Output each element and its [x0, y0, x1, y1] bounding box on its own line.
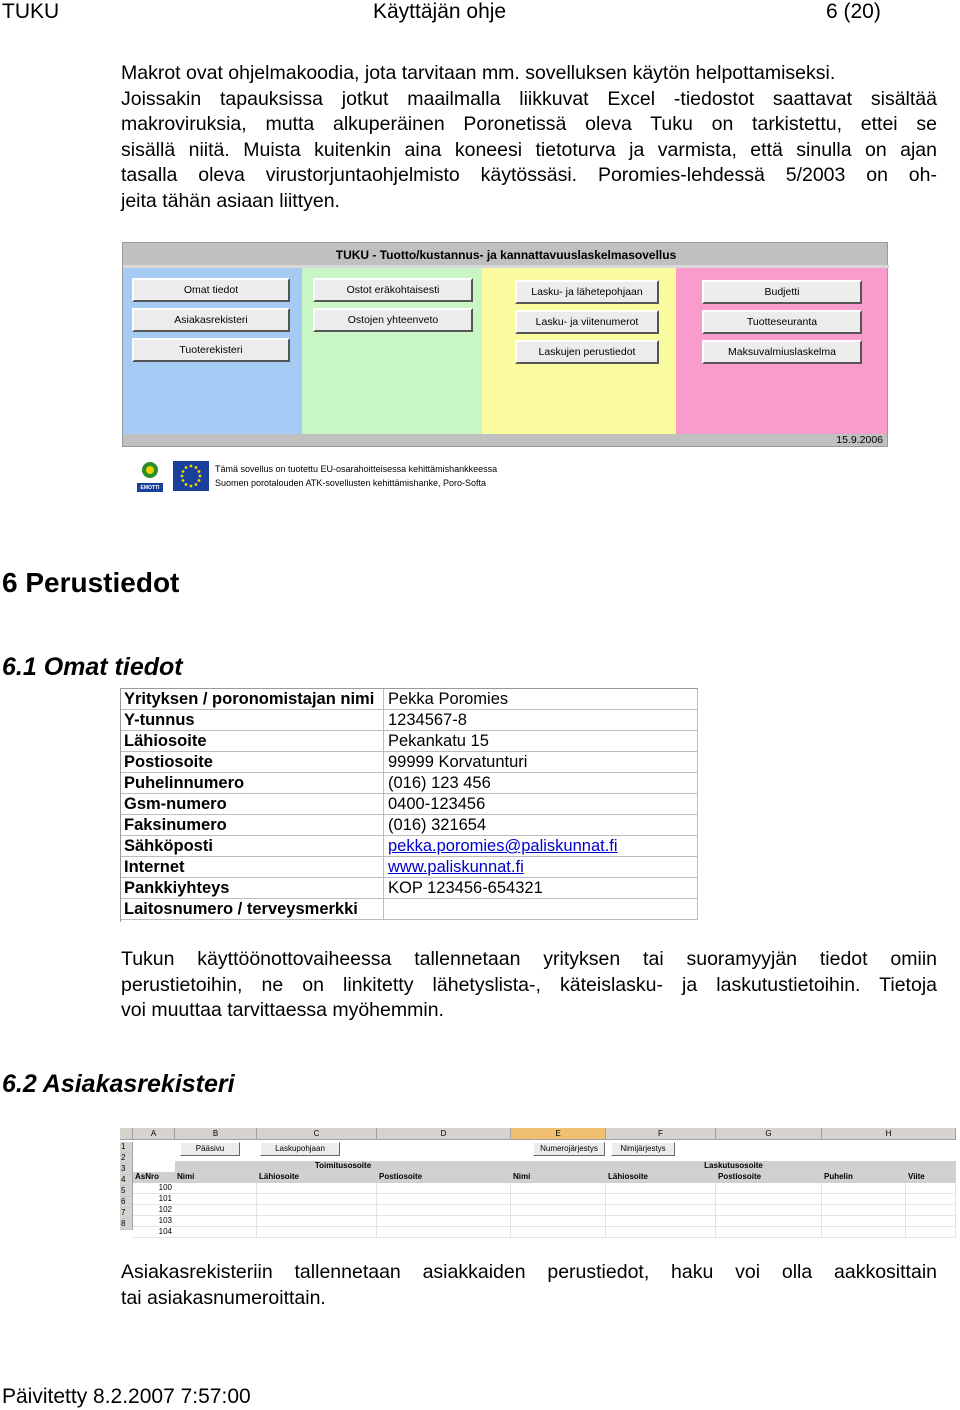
header-page-number: 6 (20) — [826, 0, 881, 23]
ostojen-yhteenveto-button[interactable]: Ostojen yhteenveto — [313, 308, 473, 332]
column-label: Nimi — [511, 1172, 606, 1183]
omat-tiedot-label: Y-tunnus — [121, 710, 384, 731]
column-header[interactable]: A — [133, 1128, 175, 1140]
omat-tiedot-line: perustietoihin, ne on linkitetty lähetyslista-, käteislasku- ja laskutustietoihin. Tietoja — [121, 973, 937, 996]
empty-cell[interactable] — [606, 1183, 716, 1194]
omat-tiedot-label: Yrityksen / poronomistajan nimi — [121, 689, 384, 710]
empty-cell[interactable] — [906, 1183, 956, 1194]
empty-cell[interactable] — [822, 1194, 906, 1205]
column-header[interactable]: D — [377, 1128, 511, 1140]
empty-cell[interactable] — [257, 1183, 377, 1194]
empty-cell[interactable] — [377, 1216, 511, 1227]
intro-line: sisällä niitä. Muista kuitenkin aina koneesi tietoturva ja varmista, että sinulla on ajan — [121, 138, 937, 161]
footer-updated: Päivitetty 8.2.2007 7:57:00 — [2, 1385, 251, 1408]
asiakasrekisteri-button[interactable]: Asiakasrekisteri — [132, 308, 290, 332]
empty-cell[interactable] — [822, 1227, 906, 1238]
empty-cell[interactable] — [822, 1216, 906, 1227]
omat-tiedot-value: Pekankatu 15 — [384, 731, 698, 752]
tuoterekisteri-button[interactable]: Tuoterekisteri — [132, 338, 290, 362]
empty-cell[interactable] — [716, 1183, 822, 1194]
omat-tiedot-row — [121, 815, 698, 836]
empty-cell[interactable] — [175, 1227, 257, 1238]
laskutusosoite-band: Laskutusosoite — [511, 1161, 956, 1172]
empty-cell[interactable] — [511, 1183, 606, 1194]
row-number[interactable]: 1 — [120, 1142, 133, 1153]
omat-tiedot-line: voi muuttaa tarvittaessa myöhemmin. — [121, 999, 444, 1022]
column-label: Viite — [906, 1172, 956, 1183]
funding-note-line: Suomen porotalouden ATK-sovellusten kehittämishanke, Poro-Softa — [215, 478, 486, 488]
omat-tiedot-line: Tukun käyttöönottovaiheessa tallennetaan yrityksen tai suoramyyjän tiedot omiin — [121, 948, 937, 970]
omat-tiedot-label: Gsm-numero — [121, 794, 384, 815]
budjetti-button[interactable]: Budjetti — [702, 280, 862, 304]
empty-cell[interactable] — [906, 1216, 956, 1227]
empty-cell[interactable] — [716, 1194, 822, 1205]
menu-date: 15.9.2006 — [836, 434, 883, 446]
empty-cell[interactable] — [377, 1227, 511, 1238]
omat-tiedot-paragraph — [121, 947, 937, 1024]
menu-column-3 — [482, 268, 676, 434]
column-label: Postiosoite — [716, 1172, 822, 1183]
menu-title: TUKU - Tuotto/kustannus- ja kannattavuuslaskelmasovellus — [335, 248, 677, 262]
empty-cell[interactable] — [377, 1194, 511, 1205]
empty-cell[interactable] — [257, 1216, 377, 1227]
column-header[interactable]: C — [257, 1128, 377, 1140]
sheet-button[interactable]: Numerojärjestys — [533, 1142, 605, 1156]
toimitusosoite-band: Toimitusosoite — [175, 1161, 511, 1172]
funding-note — [215, 462, 497, 490]
row-number[interactable]: 4 — [120, 1175, 133, 1186]
omat-tiedot-label: Puhelinnumero — [121, 773, 384, 794]
row-number[interactable]: 7 — [120, 1208, 133, 1219]
empty-cell[interactable] — [906, 1205, 956, 1216]
header-doc-name: TUKU — [2, 0, 60, 23]
menu-column-1 — [123, 268, 302, 434]
eu-logos — [135, 459, 211, 493]
empty-cell[interactable] — [606, 1216, 716, 1227]
empty-cell[interactable] — [377, 1183, 511, 1194]
empty-cell[interactable] — [257, 1227, 377, 1238]
empty-cell[interactable] — [906, 1194, 956, 1205]
column-label: Postiosoite — [377, 1172, 511, 1183]
omat-tiedot-value: 99999 Korvatunturi — [384, 752, 698, 773]
intro-line: Makrot ovat ohjelmakoodia, jota tarvitaan mm. sovelluksen käytön helpottamiseksi. — [121, 62, 836, 84]
omat-tiedot-button[interactable]: Omat tiedot — [132, 278, 290, 302]
empty-cell[interactable] — [511, 1216, 606, 1227]
omat-tiedot-label: Internet — [121, 857, 384, 878]
menu-column-2 — [302, 268, 482, 434]
omat-tiedot-value: 0400-123456 — [384, 794, 698, 815]
omat-tiedot-label: Laitosnumero / terveysmerkki — [121, 899, 384, 920]
menu-column-4 — [676, 268, 887, 434]
row-number[interactable]: 2 — [120, 1153, 133, 1164]
column-header[interactable]: B — [175, 1128, 257, 1140]
omat-tiedot-row — [121, 710, 698, 731]
lasku-lahetepohjaan-button[interactable]: Lasku- ja lähetepohjaan — [515, 280, 659, 304]
sheet-button[interactable]: Pääsivu — [180, 1142, 240, 1156]
omat-tiedot-row — [121, 689, 698, 710]
menu-screenshot — [122, 242, 888, 447]
asiakasrekisteri-line: Asiakasrekisteriin tallennetaan asiakkaiden perustiedot, haku voi olla aakkosittain — [121, 1261, 937, 1283]
omat-tiedot-value[interactable]: www.paliskunnat.fi — [384, 857, 698, 878]
empty-cell[interactable] — [511, 1205, 606, 1216]
column-label: AsNro — [133, 1172, 175, 1183]
header-doc-title: Käyttäjän ohje — [373, 0, 507, 23]
funding-note-line: Tämä sovellus on tuotettu EU-osarahoitteisessa kehittämishankkeessa — [215, 464, 498, 474]
asiakas-number: 101 — [133, 1194, 175, 1205]
intro-line: tasalla oleva virustorjuntaohjelmisto käytössäsi. Poromies-lehdessä 5/2003 on oh- — [121, 164, 937, 187]
empty-cell[interactable] — [606, 1227, 716, 1238]
empty-cell[interactable] — [716, 1227, 822, 1238]
column-header[interactable]: E — [511, 1128, 606, 1140]
omat-tiedot-label: Pankkiyhteys — [121, 878, 384, 899]
column-label: Puhelin — [822, 1172, 906, 1183]
omat-tiedot-row — [121, 773, 698, 794]
empty-cell[interactable] — [511, 1194, 606, 1205]
omat-tiedot-value[interactable]: pekka.poromies@paliskunnat.fi — [384, 836, 698, 857]
asiakasrekisteri-paragraph — [121, 1260, 937, 1311]
section-6-2-heading: 6.2 Asiakasrekisteri — [2, 1070, 235, 1098]
omat-tiedot-label: Postiosoite — [121, 752, 384, 773]
column-label: Nimi — [175, 1172, 257, 1183]
corner-cell — [120, 1128, 133, 1140]
omat-tiedot-row — [121, 752, 698, 773]
empty-cell[interactable] — [175, 1216, 257, 1227]
omat-tiedot-label: Sähköposti — [121, 836, 384, 857]
asiakas-number: 104 — [133, 1227, 175, 1238]
section-6-heading: 6 Perustiedot — [2, 567, 180, 598]
empty-cell[interactable] — [906, 1227, 956, 1238]
column-header[interactable]: G — [716, 1128, 822, 1140]
empty-cell[interactable] — [822, 1183, 906, 1194]
lasku-viitenumerot-button[interactable]: Lasku- ja viitenumerot — [515, 310, 659, 334]
intro-line: Joissakin tapauksissa jotkut maailmalla liikkuvat Excel -tiedostot saattavat sisältää — [121, 87, 937, 110]
emotti-logo-text: EMOTTI — [140, 485, 160, 491]
empty-cell[interactable] — [606, 1205, 716, 1216]
asiakas-number: 102 — [133, 1205, 175, 1216]
column-label: Lähiosoite — [606, 1172, 716, 1183]
row-number[interactable]: 3 — [120, 1164, 133, 1175]
omat-tiedot-value — [384, 899, 698, 920]
row-number[interactable]: 6 — [120, 1197, 133, 1208]
empty-cell[interactable] — [606, 1194, 716, 1205]
omat-tiedot-value: (016) 321654 — [384, 815, 698, 836]
empty-cell[interactable] — [257, 1194, 377, 1205]
asiakas-number: 103 — [133, 1216, 175, 1227]
omat-tiedot-row — [121, 836, 698, 857]
laskujen-perustiedot-button[interactable]: Laskujen perustiedot — [515, 340, 659, 364]
omat-tiedot-value: KOP 123456-654321 — [384, 878, 698, 899]
empty-cell[interactable] — [175, 1194, 257, 1205]
omat-tiedot-row — [121, 899, 698, 920]
omat-tiedot-label: Lähiosoite — [121, 731, 384, 752]
omat-tiedot-row — [121, 857, 698, 878]
asiakas-number: 100 — [133, 1183, 175, 1194]
omat-tiedot-row — [121, 794, 698, 815]
empty-cell[interactable] — [716, 1205, 822, 1216]
tuotteseuranta-button[interactable]: Tuotteseuranta — [702, 310, 862, 334]
empty-cell[interactable] — [377, 1205, 511, 1216]
omat-tiedot-label: Faksinumero — [121, 815, 384, 836]
maksuvalmiuslaskelma-button[interactable]: Maksuvalmiuslaskelma — [702, 340, 862, 364]
row-number[interactable]: 5 — [120, 1186, 133, 1197]
column-header[interactable]: H — [822, 1128, 956, 1140]
empty-cell[interactable] — [822, 1205, 906, 1216]
omat-tiedot-value: (016) 123 456 — [384, 773, 698, 794]
intro-line: makroviruksia, mutta alkuperäinen Poronetissä oleva Tuku on tarkistettu, ettei se — [121, 113, 937, 136]
omat-tiedot-row — [121, 878, 698, 899]
omat-tiedot-value: Pekka Poromies — [384, 689, 698, 710]
asiakasrekisteri-sheet — [120, 1128, 956, 1236]
empty-cell[interactable] — [511, 1227, 606, 1238]
column-header[interactable]: F — [606, 1128, 716, 1140]
ostot-erakohtaisesti-button[interactable]: Ostot eräkohtaisesti — [313, 278, 473, 302]
empty-cell[interactable] — [257, 1205, 377, 1216]
row-number[interactable]: 8 — [120, 1219, 133, 1230]
sheet-button[interactable]: Nimijärjestys — [611, 1142, 675, 1156]
intro-line: jeita tähän asiaan liittyen. — [121, 189, 340, 212]
intro-paragraph — [121, 61, 937, 215]
empty-cell[interactable] — [175, 1205, 257, 1216]
sheet-button[interactable]: Laskupohjaan — [260, 1142, 340, 1156]
column-label: Lähiosoite — [257, 1172, 377, 1183]
omat-tiedot-row — [121, 731, 698, 752]
empty-cell[interactable] — [716, 1216, 822, 1227]
section-6-1-heading: 6.1 Omat tiedot — [2, 653, 183, 681]
asiakasrekisteri-line: tai asiakasnumeroittain. — [121, 1286, 326, 1309]
omat-tiedot-table — [120, 688, 698, 922]
omat-tiedot-value: 1234567-8 — [384, 710, 698, 731]
empty-cell[interactable] — [175, 1183, 257, 1194]
